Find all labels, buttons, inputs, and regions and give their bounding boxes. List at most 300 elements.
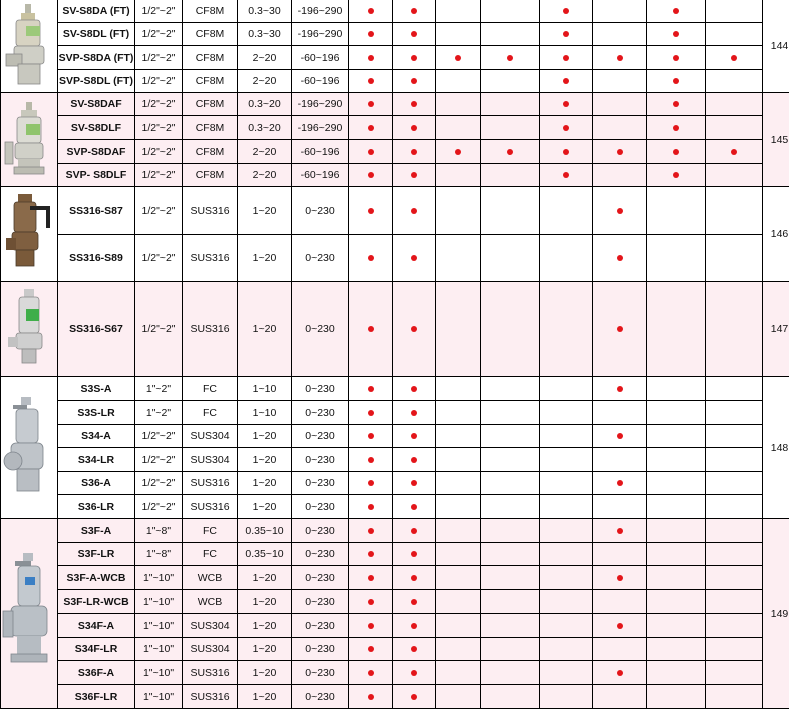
cell-model: S34-LR [58,448,135,472]
cell-model: S36F-LR [58,685,135,709]
mark-cell [393,282,436,377]
cell-temp: -60~196 [292,46,349,70]
mark-cell [436,543,481,566]
cell-model: S36-A [58,472,135,495]
cell-size: 1/2"~2" [135,116,183,140]
cell-material: CF8M [183,0,238,23]
cell-material: CF8M [183,116,238,140]
cell-model: SS316-S87 [58,187,135,235]
mark-cell [593,614,647,638]
valve-image [1,187,58,282]
mark-cell [481,0,540,23]
cell-pressure: 1~10 [238,401,292,425]
red-dot-icon [368,670,374,676]
mark-cell [647,685,706,709]
red-dot-icon [368,55,374,61]
cell-size: 1"~2" [135,377,183,401]
red-dot-icon [368,101,374,107]
page-number: 144 [763,0,789,93]
table-row [1,543,789,566]
mark-cell [593,425,647,448]
red-dot-icon [368,125,374,131]
mark-cell [481,519,540,543]
red-dot-icon [411,528,417,534]
mark-cell [349,70,393,93]
mark-cell [349,448,393,472]
cell-material: SUS316 [183,661,238,685]
red-dot-icon [731,149,737,155]
mark-cell [436,116,481,140]
mark-cell [706,70,763,93]
red-dot-icon [411,551,417,557]
red-dot-icon [411,694,417,700]
red-dot-icon [368,694,374,700]
cell-temp: 0~230 [292,187,349,235]
cell-model: SVP- S8DLF [58,164,135,187]
mark-cell [481,70,540,93]
cell-model: SVP-S8DA (FT) [58,46,135,70]
cell-temp: 0~230 [292,590,349,614]
mark-cell [436,0,481,23]
cell-size: 1"~8" [135,519,183,543]
cell-model: S3F-LR-WCB [58,590,135,614]
cell-model: SS316-S89 [58,235,135,282]
red-dot-icon [563,125,569,131]
mark-cell [593,235,647,282]
mark-cell [706,495,763,519]
mark-cell [706,401,763,425]
mark-cell [593,685,647,709]
mark-cell [540,638,593,661]
mark-cell [706,93,763,116]
mark-cell [540,661,593,685]
cell-material: CF8M [183,23,238,46]
table-row [1,472,789,495]
mark-cell [393,70,436,93]
cell-size: 1/2"~2" [135,0,183,23]
cell-temp: 0~230 [292,401,349,425]
mark-cell [393,235,436,282]
red-dot-icon [368,172,374,178]
mark-cell [540,23,593,46]
cell-material: CF8M [183,46,238,70]
cell-pressure: 2~20 [238,140,292,164]
mark-cell [436,590,481,614]
cell-model: S36-LR [58,495,135,519]
mark-cell [593,70,647,93]
cell-model: S3S-A [58,377,135,401]
cell-size: 1"~10" [135,614,183,638]
mark-cell [540,93,593,116]
red-dot-icon [411,326,417,332]
page-number: 147 [763,282,789,377]
cell-temp: 0~230 [292,685,349,709]
red-dot-icon [368,255,374,261]
mark-cell [647,93,706,116]
cell-material: CF8M [183,164,238,187]
red-dot-icon [368,386,374,392]
mark-cell [593,93,647,116]
mark-cell [481,377,540,401]
cell-size: 1/2"~2" [135,282,183,377]
mark-cell [647,614,706,638]
mark-cell [436,46,481,70]
table-row [1,46,789,70]
red-dot-icon [368,646,374,652]
cell-material: SUS316 [183,235,238,282]
mark-cell [349,187,393,235]
red-dot-icon [411,31,417,37]
mark-cell [647,164,706,187]
mark-cell [393,187,436,235]
cell-temp: 0~230 [292,472,349,495]
red-dot-icon [617,480,623,486]
mark-cell [349,661,393,685]
mark-cell [393,590,436,614]
red-dot-icon [617,326,623,332]
red-dot-icon [368,326,374,332]
red-dot-icon [411,575,417,581]
mark-cell [349,46,393,70]
mark-cell [436,448,481,472]
mark-cell [349,23,393,46]
mark-cell [647,638,706,661]
red-dot-icon [563,31,569,37]
cell-temp: -60~196 [292,140,349,164]
mark-cell [436,472,481,495]
cell-size: 1"~8" [135,543,183,566]
mark-cell [647,0,706,23]
cell-size: 1/2"~2" [135,70,183,93]
mark-cell [436,685,481,709]
cell-temp: 0~230 [292,661,349,685]
cell-temp: -196~290 [292,23,349,46]
red-dot-icon [411,457,417,463]
mark-cell [436,519,481,543]
mark-cell [706,377,763,401]
cell-pressure: 1~20 [238,638,292,661]
red-dot-icon [411,78,417,84]
cell-model: SVP-S8DL (FT) [58,70,135,93]
mark-cell [706,614,763,638]
mark-cell [481,46,540,70]
mark-cell [647,187,706,235]
cell-pressure: 2~20 [238,70,292,93]
mark-cell [540,543,593,566]
mark-cell [436,638,481,661]
red-dot-icon [368,457,374,463]
mark-cell [393,401,436,425]
mark-cell [436,70,481,93]
table-row [1,377,789,401]
mark-cell [393,638,436,661]
mark-cell [593,590,647,614]
mark-cell [593,0,647,23]
valve-image [1,519,58,709]
red-dot-icon [673,8,679,14]
red-dot-icon [673,31,679,37]
cell-model: S34F-LR [58,638,135,661]
mark-cell [706,472,763,495]
cell-material: WCB [183,566,238,590]
mark-cell [349,519,393,543]
mark-cell [706,164,763,187]
table-row [1,70,789,93]
mark-cell [647,495,706,519]
mark-cell [540,282,593,377]
valve-image [1,0,58,93]
mark-cell [593,23,647,46]
mark-cell [540,377,593,401]
mark-cell [349,566,393,590]
mark-cell [481,495,540,519]
mark-cell [647,116,706,140]
mark-cell [436,164,481,187]
mark-cell [540,425,593,448]
cell-temp: 0~230 [292,377,349,401]
mark-cell [436,614,481,638]
mark-cell [647,23,706,46]
cell-size: 1"~10" [135,661,183,685]
mark-cell [349,638,393,661]
cell-pressure: 1~20 [238,661,292,685]
red-dot-icon [563,172,569,178]
mark-cell [393,140,436,164]
mark-cell [647,661,706,685]
mark-cell [436,282,481,377]
red-dot-icon [411,670,417,676]
cell-pressure: 1~20 [238,614,292,638]
table-row [1,93,789,116]
table-row [1,187,789,235]
mark-cell [540,448,593,472]
red-dot-icon [507,149,513,155]
table-row [1,401,789,425]
mark-cell [393,116,436,140]
mark-cell [393,93,436,116]
mark-cell [436,377,481,401]
cell-temp: 0~230 [292,448,349,472]
mark-cell [706,685,763,709]
mark-cell [647,401,706,425]
mark-cell [647,448,706,472]
mark-cell [349,543,393,566]
mark-cell [481,448,540,472]
cell-material: SUS316 [183,282,238,377]
mark-cell [706,638,763,661]
cell-pressure: 1~20 [238,685,292,709]
page-number: 145 [763,93,789,187]
mark-cell [647,70,706,93]
mark-cell [593,661,647,685]
cell-model: S36F-A [58,661,135,685]
mark-cell [436,235,481,282]
mark-cell [593,116,647,140]
cell-pressure: 1~20 [238,235,292,282]
cell-pressure: 1~20 [238,495,292,519]
red-dot-icon [411,125,417,131]
cell-model: S3F-A-WCB [58,566,135,590]
mark-cell [647,543,706,566]
red-dot-icon [617,255,623,261]
mark-cell [481,590,540,614]
mark-cell [481,566,540,590]
cell-size: 1/2"~2" [135,140,183,164]
mark-cell [647,590,706,614]
valve-image [1,282,58,377]
red-dot-icon [411,149,417,155]
mark-cell [393,23,436,46]
mark-cell [436,401,481,425]
cell-pressure: 1~20 [238,566,292,590]
red-dot-icon [368,504,374,510]
mark-cell [593,140,647,164]
mark-cell [481,235,540,282]
mark-cell [540,187,593,235]
mark-cell [706,519,763,543]
mark-cell [436,93,481,116]
mark-cell [393,0,436,23]
mark-cell [481,401,540,425]
mark-cell [647,472,706,495]
mark-cell [647,46,706,70]
mark-cell [349,401,393,425]
mark-cell [481,685,540,709]
red-dot-icon [673,78,679,84]
cell-pressure: 1~20 [238,187,292,235]
table-row [1,519,789,543]
cell-material: SUS316 [183,472,238,495]
mark-cell [706,566,763,590]
table-row [1,23,789,46]
page-number: 146 [763,187,789,282]
mark-cell [540,566,593,590]
cell-material: CF8M [183,93,238,116]
cell-temp: -196~290 [292,0,349,23]
red-dot-icon [617,433,623,439]
mark-cell [393,448,436,472]
cell-temp: 0~230 [292,519,349,543]
red-dot-icon [411,623,417,629]
red-dot-icon [411,255,417,261]
cell-model: SV-S8DA (FT) [58,0,135,23]
mark-cell [540,164,593,187]
red-dot-icon [368,480,374,486]
red-dot-icon [411,101,417,107]
cell-temp: -60~196 [292,70,349,93]
cell-temp: -196~290 [292,116,349,140]
cell-material: SUS316 [183,685,238,709]
table-row [1,140,789,164]
cell-size: 1/2"~2" [135,448,183,472]
mark-cell [393,543,436,566]
red-dot-icon [411,8,417,14]
mark-cell [647,282,706,377]
mark-cell [540,685,593,709]
mark-cell [481,472,540,495]
red-dot-icon [411,480,417,486]
mark-cell [593,638,647,661]
cell-size: 1/2"~2" [135,46,183,70]
red-dot-icon [411,410,417,416]
red-dot-icon [563,149,569,155]
cell-model: S3F-A [58,519,135,543]
red-dot-icon [617,670,623,676]
mark-cell [349,282,393,377]
cell-material: FC [183,519,238,543]
table-row [1,448,789,472]
mark-cell [706,23,763,46]
mark-cell [349,685,393,709]
table-row [1,590,789,614]
mark-cell [481,282,540,377]
valve-image [1,377,58,519]
cell-temp: 0~230 [292,282,349,377]
cell-pressure: 1~20 [238,282,292,377]
cell-pressure: 1~20 [238,590,292,614]
red-dot-icon [617,55,623,61]
cell-material: SUS304 [183,614,238,638]
cell-material: SUS304 [183,638,238,661]
red-dot-icon [617,528,623,534]
red-dot-icon [411,386,417,392]
mark-cell [593,187,647,235]
mark-cell [540,116,593,140]
cell-pressure: 2~20 [238,46,292,70]
cell-material: WCB [183,590,238,614]
cell-material: SUS316 [183,495,238,519]
valve-image [1,93,58,187]
red-dot-icon [411,208,417,214]
cell-model: SV-S8DAF [58,93,135,116]
table-row [1,685,789,709]
mark-cell [349,377,393,401]
mark-cell [706,661,763,685]
mark-cell [540,46,593,70]
cell-material: FC [183,377,238,401]
red-dot-icon [563,101,569,107]
red-dot-icon [673,172,679,178]
mark-cell [647,235,706,282]
cell-size: 1"~2" [135,401,183,425]
cell-pressure: 0.3~20 [238,116,292,140]
cell-temp: -60~196 [292,164,349,187]
red-dot-icon [368,623,374,629]
mark-cell [706,116,763,140]
cell-material: SUS316 [183,187,238,235]
mark-cell [349,614,393,638]
mark-cell [349,495,393,519]
red-dot-icon [617,575,623,581]
mark-cell [481,93,540,116]
mark-cell [349,235,393,282]
cell-pressure: 1~10 [238,377,292,401]
mark-cell [349,116,393,140]
red-dot-icon [731,55,737,61]
table-row [1,566,789,590]
red-dot-icon [673,149,679,155]
table-row [1,235,789,282]
mark-cell [647,377,706,401]
mark-cell [481,543,540,566]
mark-cell [593,164,647,187]
red-dot-icon [411,599,417,605]
cell-model: SV-S8DLF [58,116,135,140]
cell-pressure: 0.35~10 [238,519,292,543]
red-dot-icon [411,433,417,439]
mark-cell [540,519,593,543]
cell-model: S3F-LR [58,543,135,566]
